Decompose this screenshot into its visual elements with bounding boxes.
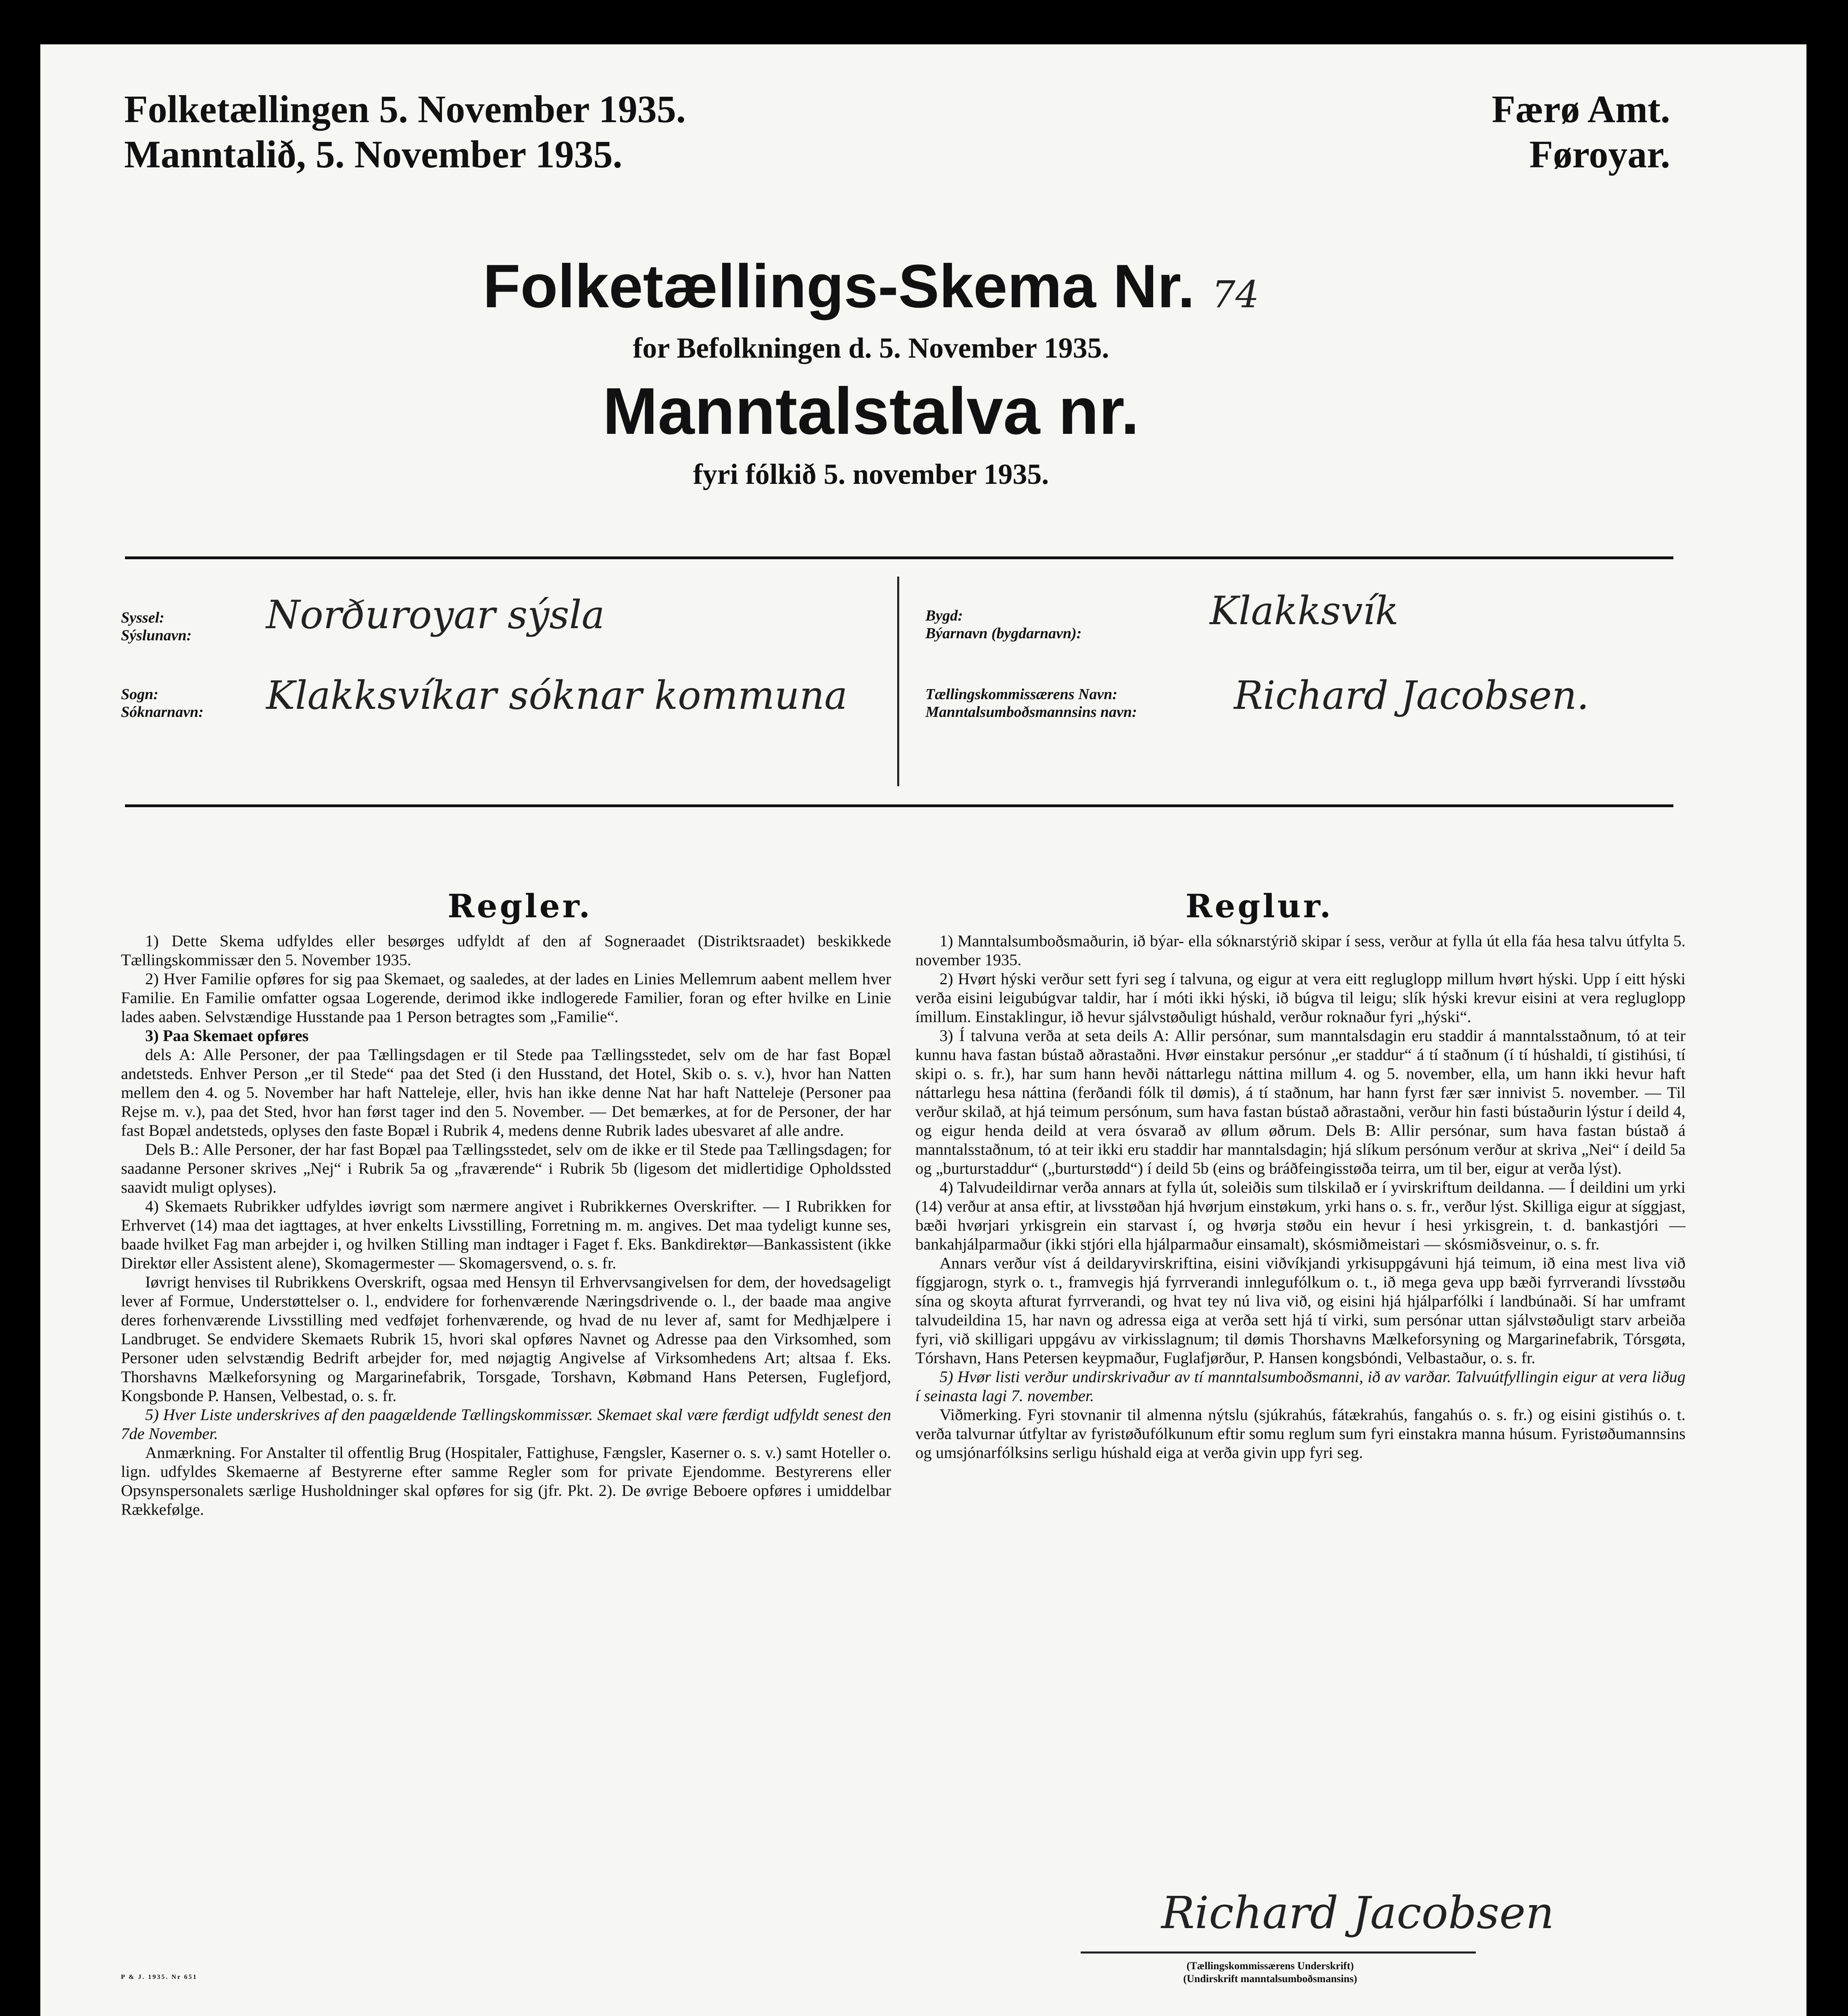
signature-handwritten: Richard Jacobsen bbox=[1161, 1887, 1554, 1939]
reglur-title: Reglur. bbox=[1185, 887, 1333, 925]
syssel-value-handwritten: Norðuroyar sýsla bbox=[266, 592, 605, 637]
form-title-faroese: Manntalstalva nr. bbox=[602, 374, 1140, 448]
kommissaer-value-handwritten: Richard Jacobsen. bbox=[1234, 673, 1589, 718]
reglur-paragraph: 4) Talvudeildirnar verða annars at fylla út, soleiðis sum tilskilað er í yvirskriftum deildanna. — Í deildini um yrki (14) verður at ansa eftir, at livsstøðan hjá hvørjum einstøkum, yrki hans o. s. fr., verður lýst. Skilliga eigur at síggjast, bæði hvørjari yrkisgrein ein starvast í, og hvørja støðu ein hevur í hesi yrkisgrein, t. d. bankastjóri — bankahjálparmaður (ikki stjóri ella hjálparmaður einsamalt), skósmiðmeistari — skósmiðsveinur, o. s. fr. bbox=[915, 1178, 1685, 1253]
regler-paragraph: Iøvrigt henvises til Rubrikkens Overskrift, ogsaa med Hensyn til Erhvervsangivelsen for dem, der hovedsageligt lever af Formue, Understøttelser o. l., endvidere for forhenværende Næringsdrivende o. l., der baade maa angive deres forhenværende Livsstilling med vedføjet forhenværende, og hvad de nu lever af, samt for Medhjælpere i Landbruget. Se endvidere Skemaets Rubrik 15, hvori skal opføres Navnet og Adresse paa den Virksomhed, som Personer uden selvstændig Bedrift arbejder for, med nøjagtig Angivelse af Virksomhedens Art; altsaa f. Eks. Thorshavns Mælkeforsyning og Margarinefabrik, Torsgade, Torshavn, Købmand Hans Petersen, Fuglefjord, Kongsbonde P. Hansen, Velbestad, o. s. fr. bbox=[121, 1273, 891, 1405]
sogn-value-handwritten: Klakksvíkar sóknar kommuna bbox=[266, 673, 848, 718]
regler-paragraph: 4) Skemaets Rubrikker udfyldes iøvrigt som nærmere angivet i Rubrikkernes Overskrifter. — I Rubrikken for Erhvervet (14) maa det iagttages, at hver enkelts Livsstilling, Forretning m. m. angives. Det maa tydeligt kunne ses, baade hvilket Fag man arbejder i, og hvilken Stilling man indtager i Faget f. Eks. Bankdirektør—Bankassistent (ikke Direktør eller Assistent alene), Skomagermester — Skomagersvend, o. s. fr. bbox=[121, 1197, 891, 1272]
signature-line bbox=[1081, 1951, 1476, 1954]
syssel-label: Syssel: Sýslunavn: bbox=[121, 609, 192, 644]
reglur-paragraph: Viðmerking. Fyri stovnanir til almenna nýtslu (sjúkrahús, fátækrahús, fangahús o. s. fr.) og eisini gistihús o. t. verða talvurnar útfyltar av fyristøðufólkunum eftir somu reglum sum fyri einstakra manna húsum. Fyristøðumannsins og umsjónarfólksins serligu húshald eiga at verða givin upp fyri seg. bbox=[915, 1406, 1685, 1462]
form-title bbox=[40, 252, 1806, 329]
header-left-line2: Manntalið, 5. November 1935. bbox=[124, 133, 623, 176]
regler-paragraph: 5) Hver Liste underskrives af den paagældende Tællingskommissær. Skemaet skal være færdigt udfyldt senest den 7de November. bbox=[121, 1406, 891, 1443]
bottom-divider bbox=[125, 804, 1673, 807]
form-title-text: Folketællings-Skema Nr. bbox=[483, 252, 1195, 321]
reglur-column bbox=[915, 931, 1685, 1462]
regler-paragraph: Dels B.: Alle Personer, der har fast Bopæl paa Tællingsstedet, selv om de ikke er til Stede paa Tællingsdagen; for saadanne Personer skrives „Nej“ i Rubrik 5a og „fraværende“ i Rubrik 5b (ligesom det midlertidige Opholdssted saavidt muligt oplyses). bbox=[121, 1140, 891, 1196]
reglur-paragraph: 5) Hvør listi verður undirskrivaður av tí manntalsumboðsmanni, ið av varðar. Talvuútfyllingin eigur at vera liðug í seinasta lagi 7. november. bbox=[915, 1368, 1685, 1405]
top-divider bbox=[125, 556, 1673, 559]
census-form-page bbox=[40, 44, 1806, 2016]
form-number-handwritten: 74 bbox=[1212, 273, 1259, 316]
reglur-paragraph: Annars verður víst á deildaryvirskriftina, eisini viðvíkjandi yrkisuppgávuni hjá teimum, ið eina mest liva við fíggjarogn, styrk o. t., framvegis hjá fyrrverandi innlegufólkum o. t., ið mega geva upp bæði fyrrverandi lívsstøðu sína og skoyta afturat fyrrverandi, og hvat tey nú liva við, og eisini hjá hjálparfólki í landbúnaði. Sí har umframt talvudeildina 15, har navn og adressa eiga at verða sett hjá tí virki, sum persónar uttan sjálvstøðuligt starv arbeiða fyri, við skilligari uppgávu av virkisslagnum; til dømis Thorshavns Mælkeforsyning og Margarinefabrik, Tórsgøta, Tórshavn, Hans Petersen keypmaður, Fuglafjørður, P. Hansen kongsbóndi, Velbastaður, o. s. fr. bbox=[915, 1254, 1685, 1367]
form-subtitle-danish: for Befolkningen d. 5. November 1935. bbox=[633, 332, 1109, 364]
field-column-divider bbox=[897, 577, 899, 786]
reglur-paragraph: 2) Hvørt hýski verður sett fyri seg í talvuna, og eigur at vera eitt regluglopp millum hvørt hýski. Upp í eitt hýski verða eisini leigubúgvar taldir, har í móti ikki hýski, ið búgva til leigu; slík hýski krevur eisini at vera regluglopp ímillum. Einstaklingur, ið hevur sjálvstøðuligt húshald, verður roknaður fyri „hýski“. bbox=[915, 970, 1685, 1026]
regler-paragraph: Anmærkning. For Anstalter til offentlig Brug (Hospitaler, Fattighuse, Fængsler, Kaserner o. s. v.) samt Hoteller o. lign. udfyldes Skemaerne af Bestyrerne efter samme Regler som for private Ejendomme. Bestyrerens eller Opsynspersonalets særlige Husholdninger skal opføres for sig (jfr. Pkt. 2). De øvrige Beboere opføres i umiddelbar Rækkefølge. bbox=[121, 1443, 891, 1518]
sogn-label: Sogn: Sóknarnavn: bbox=[121, 686, 204, 721]
header-right bbox=[1492, 87, 1670, 177]
header-left-line1: Folketællingen 5. November 1935. bbox=[124, 87, 686, 131]
header-right-line1: Færø Amt. bbox=[1492, 87, 1670, 131]
regler-title: Regler. bbox=[448, 887, 593, 925]
form-subtitle-faroese: fyri fólkið 5. november 1935. bbox=[693, 458, 1049, 490]
regler-paragraph: 1) Dette Skema udfyldes eller besørges udfyldt af den af Sogneraadet (Distriktsraadet) beskikkede Tællingskommissær den 5. November 1935. bbox=[121, 932, 891, 969]
regler-paragraph: dels A: Alle Personer, der paa Tællingsdagen er til Stede paa Tællingsstedet, selv om de har fast Bopæl andetsteds. Enhver Person „er til Stede“ paa det Sted (i den Husstand, det Hotel, Skib o. s. v.), hvor han Natten mellem den 4. og 5. November har haft Natteleje, eller, hvis han ikke denne Nat har haft Natteleje (Personer paa Rejse m. v.), paa det Sted, hvor han først tager ind den 5. November. — Det bemærkes, at for de Personer, der har fast Bopæl andetsteds, oplyses den faste Bopæl i Rubrik 4, medens denne Rubrik lades ubesvaret af alle andre. bbox=[121, 1045, 891, 1139]
regler-paragraph: 3) Paa Skemaet opføres bbox=[145, 1027, 309, 1045]
reglur-paragraph: 3) Í talvuna verða at seta deils A: Allir persónar, sum manntalsdagin eru staddir á manntalsstaðnum, tó at teir kunnu hava fastan bústað aðrastaðni. Hvør einstakur persónur „er staddur“ á tí staðnum (í tí húshaldi, tí gistihúsi, tí skipi o. s. fr.), har sum hann hevði náttarlegu náttina millum 4. og 5. november, ella, um hann ikki hevur haft náttarlegu hesa náttina (ferðandi fólk til dømis), á tí staðnum, har hann fyrst fær sær innivist 5. november. — Til verður skilað, at hjá teimum persónum, sum hava fastan bústað aðrastaðni, verður hin fasti bústaðurin lýstur í deild 4, og eigur henda deild at vera ósvarað av øllum øðrum. Dels B: Allir persónar, sum hava fastan bústað á manntalsstaðnum, tó at teir ikki eru staddir har manntalsdagin; hjá slíkum persónum verður at skriva „Nei“ í deild 5a og „burturstaddur“ („burturstødd“) í deild 5b (eins og bráðfeingisstøða teirra, um til ber, eigur at verða lýst). bbox=[915, 1027, 1685, 1177]
signature-caption: (Tællingskommissærens Underskrift) (Undirskrift manntalsumboðsmansins) bbox=[1183, 1960, 1357, 1985]
regler-paragraph: 2) Hver Familie opføres for sig paa Skemaet, og saaledes, at der lades en Linies Mellemrum aabent mellem hver Familie. En Familie omfatter ogsaa Logerende, derimod ikke indlogerede Familier, foran og efter hvilke en Linie lades aaben. Selvstændige Husstande paa 1 Person betragtes som „Familie“. bbox=[121, 970, 891, 1026]
bygd-value-handwritten: Klakksvík bbox=[1210, 588, 1399, 633]
reglur-paragraph: 1) Manntalsumboðsmaðurin, ið býar- ella sóknarstýrið skipar í sess, verður at fylla út ella fáa hesa talvu útfylta 5. november 1935. bbox=[915, 932, 1685, 969]
header-left bbox=[124, 87, 686, 177]
kommissaer-label: Tællingskommissærens Navn: Manntalsumboðsmannsins navn: bbox=[925, 686, 1137, 721]
header-right-line2: Føroyar. bbox=[1529, 133, 1670, 176]
bygd-label: Bygd: Býarnavn (bygdarnavn): bbox=[925, 607, 1082, 642]
printer-mark: P & J. 1935. Nr 651 bbox=[121, 1974, 198, 1981]
regler-column bbox=[121, 931, 891, 1519]
